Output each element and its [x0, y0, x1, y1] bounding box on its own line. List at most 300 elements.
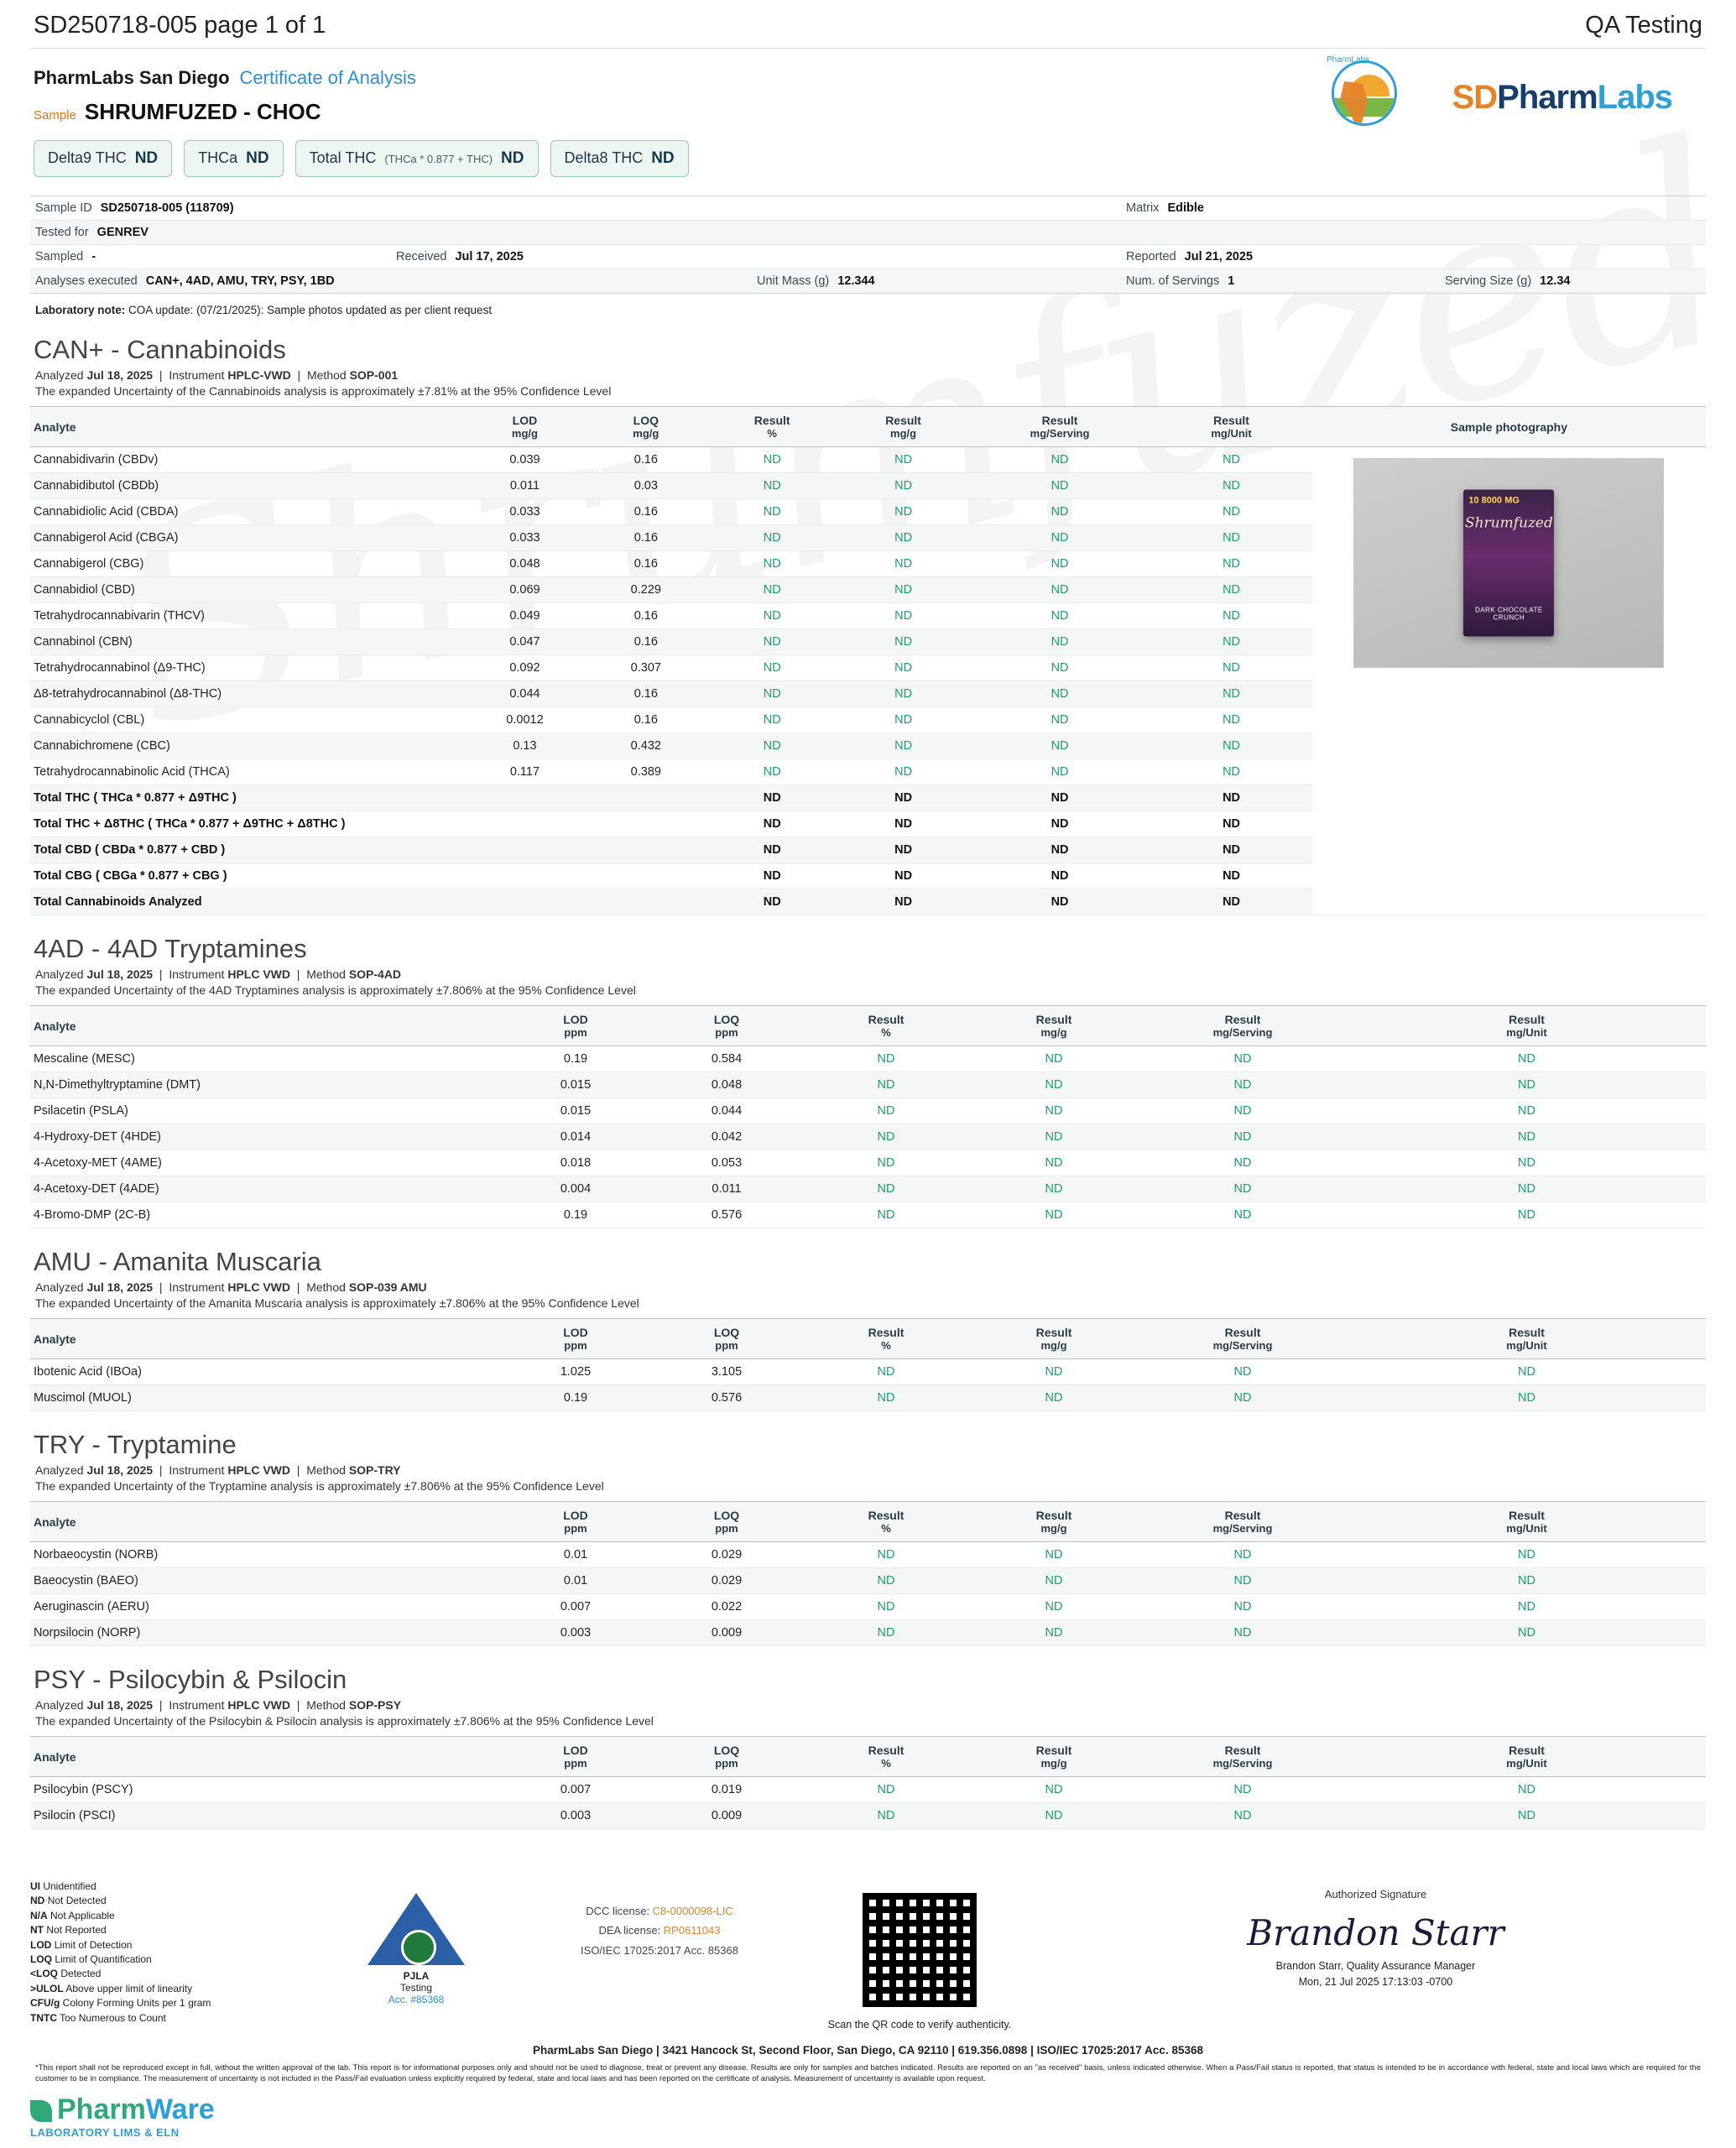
pharmware-logo — [30, 2093, 1706, 2139]
lod-value: 0.003 — [500, 1620, 651, 1646]
result-mgg: ND — [970, 1046, 1138, 1072]
result-mgg: ND — [970, 1072, 1138, 1098]
analyzed-label: Analyzed — [35, 1698, 84, 1712]
qr-code[interactable] — [858, 1888, 982, 2012]
loq-value: 0.011 — [651, 1176, 802, 1202]
result-mgg: ND — [837, 577, 968, 603]
table-row — [30, 1098, 1706, 1124]
result-pct: ND — [802, 1385, 970, 1411]
result-mgserving: ND — [969, 525, 1151, 551]
result-mgg: ND — [970, 1385, 1138, 1411]
result-mgserving: ND — [969, 551, 1151, 577]
disclaimer-text: *This report shall not be reproduced except in full, without the written approval of the lab. This report is for informational purposes only and should not be used to diagnose, treat or prevent any disease. Results are only for samples and batches indicated. Results are reported on an "as received" basis, unless indicated otherwise. When a Pass/Fail status is reported, that status is intended to be in accordance with federal, state and local laws which are required for the customer to be in compliance. The measurement of uncertainty is not included in the Pass/Fail evaluation unless explicitly required by federal, state and local laws and has been reported on the certificate of analysis. Measurement of uncertainty is available upon request. — [35, 2063, 1701, 2083]
table-row — [30, 1150, 1706, 1176]
analyte-name: Norpsilocin (NORP) — [30, 1620, 500, 1646]
meta-row-sample-id — [30, 196, 1706, 221]
pill-value: ND — [501, 149, 524, 167]
legend-item: TNTC Too Numerous to Count — [30, 2011, 166, 2024]
sample-metadata — [30, 196, 1706, 294]
col-result-mgg: Result mg/g — [970, 1502, 1138, 1542]
legend-item: <LOQ Detected — [30, 1968, 102, 1980]
table-row — [30, 1594, 1706, 1620]
result-pill-delta9 — [34, 140, 172, 177]
sample-id-value: SD250718-005 (118709) — [100, 201, 234, 215]
dea-value: RP0611043 — [663, 1924, 721, 1937]
result-mgserving: ND — [969, 811, 1151, 837]
result-pct: ND — [706, 785, 837, 811]
result-pct: ND — [706, 655, 837, 681]
pjla-text: PJLA Testing Acc. #85368 — [388, 1970, 445, 2005]
method-label: Method — [306, 1463, 346, 1477]
result-mgg: ND — [837, 551, 968, 577]
analyte-name: Δ8-tetrahydrocannabinol (Δ8-THC) — [30, 681, 464, 707]
analyte-name: Tetrahydrocannabinol (Δ9-THC) — [30, 655, 464, 681]
result-mgserving: ND — [1138, 1046, 1348, 1072]
result-mgunit: ND — [1348, 1594, 1706, 1620]
col-lod: LOD ppm — [500, 1006, 651, 1046]
col-result-mgg: Result mg/g — [970, 1737, 1138, 1777]
method-value: SOP-TRY — [348, 1463, 401, 1477]
instrument-label: Instrument — [169, 1463, 225, 1477]
lod-value: 0.0012 — [464, 707, 585, 733]
method-value: SOP-001 — [349, 368, 399, 382]
result-mgg: ND — [837, 733, 968, 759]
table-row — [30, 1202, 1706, 1228]
result-mgg: ND — [837, 759, 968, 785]
result-mgserving: ND — [969, 759, 1151, 785]
psilocybin-rows — [30, 1777, 1706, 1829]
product-package-image — [1463, 490, 1554, 637]
result-pct: ND — [706, 629, 837, 655]
table-row — [30, 1777, 1706, 1803]
col-result-mgserving: Result mg/Serving — [1138, 1502, 1348, 1542]
sample-name: SHRUMFUZED - CHOC — [84, 99, 321, 124]
result-pct: ND — [802, 1046, 970, 1072]
col-result-mgunit: Result mg/Unit — [1348, 1737, 1706, 1777]
signature-timestamp: Mon, 21 Jul 2025 17:13:03 -0700 — [1298, 1975, 1453, 1988]
result-mgserving: ND — [969, 629, 1151, 655]
result-mgg: ND — [837, 525, 968, 551]
col-result-mgg: Result mg/g — [970, 1319, 1138, 1359]
lod-value: 0.048 — [464, 551, 585, 577]
result-pct: ND — [802, 1542, 970, 1568]
total-name: Total CBG ( CBGa * 0.877 + CBG ) — [30, 863, 464, 889]
instrument-value: HPLC VWD — [227, 1280, 291, 1294]
result-mgserving: ND — [1138, 1176, 1348, 1202]
result-mgg: ND — [837, 499, 968, 525]
result-mgserving: ND — [1138, 1620, 1348, 1646]
reported-value: Jul 21, 2025 — [1184, 250, 1254, 263]
laboratory-note — [35, 304, 1706, 316]
method-label: Method — [306, 1280, 346, 1294]
license-info — [525, 1880, 794, 1960]
col-result-mgserving: Result mg/Serving — [1138, 1319, 1348, 1359]
col-result-mgunit: Result mg/Unit — [1348, 1006, 1706, 1046]
table-row — [30, 447, 1706, 473]
loq-value: 0.009 — [651, 1620, 802, 1646]
result-pct: ND — [802, 1124, 970, 1150]
loq-value: 0.16 — [586, 629, 706, 655]
lod-value: 0.069 — [464, 577, 585, 603]
analyzed-label: Analyzed — [35, 368, 84, 382]
pill-label: Delta9 THC — [48, 149, 127, 166]
loq-value: 0.16 — [586, 551, 706, 577]
analyte-name: Cannabigerol Acid (CBGA) — [30, 525, 464, 551]
result-pct: ND — [802, 1359, 970, 1385]
loq-value: 0.432 — [586, 733, 706, 759]
tested-for-value: GENREV — [96, 226, 149, 239]
result-pct: ND — [802, 1594, 970, 1620]
sample-photo — [1353, 458, 1664, 668]
method-label: Method — [306, 967, 346, 981]
legend-item: CFU/g Colony Forming Units per 1 gram — [30, 1997, 211, 2010]
result-pct: ND — [706, 707, 837, 733]
result-mgunit: ND — [1348, 1385, 1706, 1411]
result-pill-thca — [184, 140, 283, 177]
signature-image: Brandon Starr — [1247, 1912, 1504, 1953]
result-mgunit: ND — [1348, 1150, 1706, 1176]
result-mgserving: ND — [1138, 1594, 1348, 1620]
table-row — [30, 1620, 1706, 1646]
lod-value: 0.007 — [500, 1594, 651, 1620]
method-value: SOP-PSY — [348, 1698, 402, 1712]
sample-label: Sample — [34, 108, 76, 123]
lod-value: 0.015 — [500, 1072, 651, 1098]
analyte-name: Psilocin (PSCI) — [30, 1803, 500, 1829]
result-mgserving: ND — [969, 577, 1151, 603]
pill-sublabel: (THCa * 0.877 + THC) — [384, 153, 493, 165]
servings-value: 1 — [1228, 274, 1235, 288]
col-result-mgserving: Result mg/Serving — [969, 407, 1151, 447]
result-pct: ND — [802, 1150, 970, 1176]
result-mgunit: ND — [1348, 1124, 1706, 1150]
result-mgunit: ND — [1348, 1072, 1706, 1098]
col-result-mgserving: Result mg/Serving — [1138, 1737, 1348, 1777]
result-mgunit: ND — [1150, 525, 1311, 551]
section-4ad-tryptamines — [30, 934, 1706, 1228]
result-mgserving: ND — [1138, 1098, 1348, 1124]
table-row — [30, 1124, 1706, 1150]
table-header-row — [30, 1502, 1706, 1542]
iso-accreditation: ISO/IEC 17025:2017 Acc. 85368 — [581, 1943, 738, 1957]
loq-value: 0.576 — [651, 1202, 802, 1228]
result-mgg: ND — [837, 785, 968, 811]
loq-value: 0.042 — [651, 1124, 802, 1150]
tryptamine-rows — [30, 1542, 1706, 1646]
legend-item: UI Unidentified — [30, 1880, 96, 1892]
col-analyte: Analyte — [30, 1319, 500, 1359]
legend-item: N/A Not Applicable — [30, 1909, 115, 1921]
package-flavor: DARK CHOCOLATE CRUNCH — [1475, 606, 1543, 622]
instrument-label: Instrument — [169, 967, 225, 981]
leaf-icon — [30, 2100, 52, 2122]
result-mgg: ND — [837, 837, 968, 863]
lod-value: 0.003 — [500, 1803, 651, 1829]
lod-value — [464, 889, 585, 915]
lod-value: 0.19 — [500, 1385, 651, 1411]
result-mgg: ND — [837, 681, 968, 707]
section-title: CAN+ - Cannabinoids — [34, 335, 286, 364]
loq-value: 0.16 — [586, 447, 706, 473]
matrix-value: Edible — [1167, 201, 1204, 215]
total-name: Total THC ( THCa * 0.877 + Δ9THC ) — [30, 785, 464, 811]
legend-item: ND Not Detected — [30, 1895, 107, 1907]
section-title: TRY - Tryptamine — [34, 1430, 237, 1459]
header-divider — [30, 48, 1706, 49]
result-mgunit: ND — [1150, 681, 1311, 707]
tryptamines-4ad-rows — [30, 1046, 1706, 1228]
sample-photo-cell — [1312, 447, 1706, 915]
result-mgserving: ND — [969, 707, 1151, 733]
analyte-name: Baeocystin (BAEO) — [30, 1568, 500, 1594]
col-sample-photography: Sample photography — [1312, 407, 1706, 447]
table-row — [30, 1385, 1706, 1411]
dcc-value: C8-0000098-LIC — [652, 1905, 733, 1917]
result-mgunit: ND — [1348, 1176, 1706, 1202]
analyte-name: 4-Acetoxy-MET (4AME) — [30, 1150, 500, 1176]
result-mgg: ND — [970, 1202, 1138, 1228]
qr-caption: Scan the QR code to verify authenticity. — [827, 2019, 1012, 2031]
result-mgunit: ND — [1150, 759, 1311, 785]
pill-label: THCa — [198, 149, 238, 166]
qa-testing-label: QA Testing — [1585, 12, 1702, 39]
lab-name: PharmLabs San Diego — [34, 67, 230, 88]
analyte-name: 4-Hydroxy-DET (4HDE) — [30, 1124, 500, 1150]
psilocybin-table — [30, 1736, 1706, 1829]
col-result-mgg: Result mg/g — [970, 1006, 1138, 1046]
pjla-accreditation — [324, 1880, 508, 2005]
loq-value: 0.307 — [586, 655, 706, 681]
result-mgserving: ND — [969, 733, 1151, 759]
result-pct: ND — [802, 1620, 970, 1646]
analyzed-label: Analyzed — [35, 1280, 84, 1294]
lab-note-label: Laboratory note: — [35, 304, 126, 316]
result-mgunit: ND — [1150, 733, 1311, 759]
col-result-pct: Result % — [802, 1319, 970, 1359]
section-subheader: Analyzed Jul 18, 2025 | Instrument HPLC VWD | Method SOP-PSY — [35, 1698, 402, 1712]
lod-value: 0.018 — [500, 1150, 651, 1176]
analyzed-label: Analyzed — [35, 1463, 84, 1477]
table-header-row — [30, 1006, 1706, 1046]
lod-value: 0.015 — [500, 1098, 651, 1124]
col-result-pct: Result % — [802, 1006, 970, 1046]
tryptamine-table — [30, 1501, 1706, 1646]
lod-value: 0.049 — [464, 603, 585, 629]
pharmware-name: PharmWare — [30, 2093, 1706, 2126]
loq-value: 0.03 — [586, 473, 706, 499]
result-mgserving: ND — [969, 863, 1151, 889]
legend-item: LOD Limit of Detection — [30, 1938, 133, 1951]
legend-item: NT Not Reported — [30, 1924, 107, 1937]
section-uncertainty: The expanded Uncertainty of the Psilocybin & Psilocin analysis is approximately ±7.806% at the 95% Confidence Level — [35, 1714, 654, 1728]
package-brand: Shrumfuzed — [1464, 514, 1553, 532]
loq-value: 0.029 — [651, 1542, 802, 1568]
result-mgg: ND — [970, 1620, 1138, 1646]
section-title: 4AD - 4AD Tryptamines — [34, 934, 307, 963]
col-analyte: Analyte — [30, 1502, 500, 1542]
analyte-name: Cannabidivarin (CBDv) — [30, 447, 464, 473]
result-pct: ND — [706, 889, 837, 915]
loq-value: 0.16 — [586, 681, 706, 707]
result-mgg: ND — [837, 603, 968, 629]
analyte-name: Cannabidiol (CBD) — [30, 577, 464, 603]
section-title: AMU - Amanita Muscaria — [34, 1247, 321, 1276]
lod-value: 0.033 — [464, 525, 585, 551]
loq-value: 0.16 — [586, 603, 706, 629]
result-pct: ND — [802, 1072, 970, 1098]
signature-block — [1045, 1880, 1706, 1990]
loq-value: 0.584 — [651, 1046, 802, 1072]
table-header-row — [30, 1319, 1706, 1359]
result-mgserving: ND — [1138, 1777, 1348, 1803]
signature-role: Brandon Starr, Quality Assurance Manager — [1275, 1960, 1476, 1972]
analyses-value: CAN+, 4AD, AMU, TRY, PSY, 1BD — [145, 274, 335, 288]
legend-item: LOQ Limit of Quantification — [30, 1952, 152, 1965]
col-result-mgunit: Result mg/Unit — [1348, 1319, 1706, 1359]
result-mgunit: ND — [1150, 577, 1311, 603]
result-pill-delta8 — [550, 140, 689, 177]
lod-value: 0.044 — [464, 681, 585, 707]
col-result-mgunit: Result mg/Unit — [1348, 1502, 1706, 1542]
loq-value: 0.16 — [586, 525, 706, 551]
loq-value: 0.053 — [651, 1150, 802, 1176]
matrix-label: Matrix — [1126, 201, 1160, 215]
lod-value: 0.014 — [500, 1124, 651, 1150]
result-mgserving: ND — [969, 473, 1151, 499]
col-lod: LOD mg/g — [464, 407, 585, 447]
col-lod: LOD ppm — [500, 1319, 651, 1359]
section-subheader: Analyzed Jul 18, 2025 | Instrument HPLC VWD | Method SOP-039 AMU — [35, 1280, 427, 1294]
col-lod: LOD ppm — [500, 1502, 651, 1542]
lod-value: 0.007 — [500, 1777, 651, 1803]
total-name: Total CBD ( CBDa * 0.877 + CBD ) — [30, 837, 464, 863]
total-name: Total Cannabinoids Analyzed — [30, 889, 464, 915]
result-pct: ND — [802, 1777, 970, 1803]
received-value: Jul 17, 2025 — [455, 250, 524, 263]
result-mgunit: ND — [1150, 629, 1311, 655]
pill-label: Total THC — [309, 149, 377, 166]
result-mgunit: ND — [1150, 785, 1311, 811]
page-footer — [30, 1880, 1706, 2139]
signature-title: Authorized Signature — [1324, 1888, 1427, 1900]
result-pct: ND — [706, 733, 837, 759]
result-pct: ND — [706, 577, 837, 603]
result-mgunit: ND — [1150, 551, 1311, 577]
result-mgserving: ND — [969, 655, 1151, 681]
result-pct: ND — [706, 499, 837, 525]
analyzed-value: Jul 18, 2025 — [86, 967, 154, 981]
section-amanita-muscaria — [30, 1247, 1706, 1411]
loq-value: 0.576 — [651, 1385, 802, 1411]
analyte-name: Psilocybin (PSCY) — [30, 1777, 500, 1803]
dea-label: DEA license: — [598, 1924, 661, 1937]
result-mgg: ND — [837, 863, 968, 889]
col-result-pct: Result % — [802, 1502, 970, 1542]
loq-value: 0.019 — [651, 1777, 802, 1803]
table-row — [30, 1803, 1706, 1829]
col-loq: LOQ ppm — [651, 1737, 802, 1777]
result-mgunit: ND — [1150, 889, 1311, 915]
document-id: SD250718-005 page 1 of 1 — [34, 12, 326, 39]
result-mgunit: ND — [1348, 1620, 1706, 1646]
pill-value: ND — [134, 149, 159, 167]
col-result-pct: Result % — [706, 407, 837, 447]
result-pct: ND — [706, 837, 837, 863]
analyzed-value: Jul 18, 2025 — [86, 1463, 154, 1477]
result-pct: ND — [802, 1803, 970, 1829]
loq-value: 0.022 — [651, 1594, 802, 1620]
result-mgserving: ND — [969, 603, 1151, 629]
lod-value: 0.033 — [464, 499, 585, 525]
lod-value: 0.01 — [500, 1542, 651, 1568]
analyte-name: Cannabidibutol (CBDb) — [30, 473, 464, 499]
section-subheader: Analyzed Jul 18, 2025 | Instrument HPLC VWD | Method SOP-TRY — [35, 1463, 401, 1477]
section-subheader: Analyzed Jul 18, 2025 | Instrument HPLC-VWD | Method SOP-001 — [35, 368, 399, 382]
loq-value: 0.16 — [586, 707, 706, 733]
lab-note-text: COA update: (07/21/2025): Sample photos updated as per client request — [128, 304, 493, 316]
sample-id-label: Sample ID — [35, 201, 92, 215]
servings-label: Num. of Servings — [1126, 274, 1220, 288]
result-mgunit: ND — [1150, 499, 1311, 525]
analyzed-label: Analyzed — [35, 967, 84, 981]
result-mgg: ND — [970, 1777, 1138, 1803]
result-mgg: ND — [970, 1176, 1138, 1202]
lod-value — [464, 863, 585, 889]
loq-value: 0.229 — [586, 577, 706, 603]
analyte-name: Ibotenic Acid (IBOa) — [30, 1359, 500, 1385]
package-mg: 10 8000 MG — [1468, 495, 1520, 506]
loq-value: 0.16 — [586, 499, 706, 525]
col-analyte: Analyte — [30, 407, 464, 447]
section-cannabinoids — [30, 335, 1706, 915]
result-pct: ND — [706, 525, 837, 551]
lod-value — [464, 811, 585, 837]
lod-value: 0.19 — [500, 1046, 651, 1072]
result-mgserving: ND — [969, 681, 1151, 707]
received-label: Received — [396, 250, 447, 263]
result-pct: ND — [802, 1202, 970, 1228]
lod-value: 0.039 — [464, 447, 585, 473]
pharmlabs-badge-icon — [1320, 57, 1412, 129]
result-mgunit: ND — [1348, 1777, 1706, 1803]
method-value: SOP-039 AMU — [348, 1280, 427, 1294]
analyte-name: Tetrahydrocannabinolic Acid (THCA) — [30, 759, 464, 785]
result-mgg: ND — [837, 629, 968, 655]
analyte-name: Cannabicyclol (CBL) — [30, 707, 464, 733]
result-mgserving: ND — [1138, 1124, 1348, 1150]
col-result-mgg: Result mg/g — [837, 407, 968, 447]
col-result-mgserving: Result mg/Serving — [1138, 1006, 1348, 1046]
lod-value: 1.025 — [500, 1359, 651, 1385]
result-mgunit: ND — [1348, 1542, 1706, 1568]
lod-value: 0.004 — [500, 1176, 651, 1202]
pharmware-tagline: LABORATORY LIMS & ELN — [30, 2125, 180, 2139]
analyte-name: Psilacetin (PSLA) — [30, 1098, 500, 1124]
analyte-name: 4-Acetoxy-DET (4ADE) — [30, 1176, 500, 1202]
qr-verification[interactable] — [811, 1880, 1029, 2031]
result-mgg: ND — [970, 1359, 1138, 1385]
section-uncertainty: The expanded Uncertainty of the Tryptamine analysis is approximately ±7.806% at the 95% Confidence Level — [35, 1479, 604, 1493]
logo-pharm: Pharm — [1497, 79, 1598, 116]
result-pct: ND — [802, 1176, 970, 1202]
lod-value — [464, 785, 585, 811]
lod-value: 0.117 — [464, 759, 585, 785]
result-mgserving: ND — [1138, 1202, 1348, 1228]
instrument-value: HPLC-VWD — [227, 368, 291, 382]
result-pill-total-thc — [295, 140, 539, 177]
method-value: SOP-4AD — [348, 967, 402, 981]
col-loq: LOQ mg/g — [586, 407, 706, 447]
